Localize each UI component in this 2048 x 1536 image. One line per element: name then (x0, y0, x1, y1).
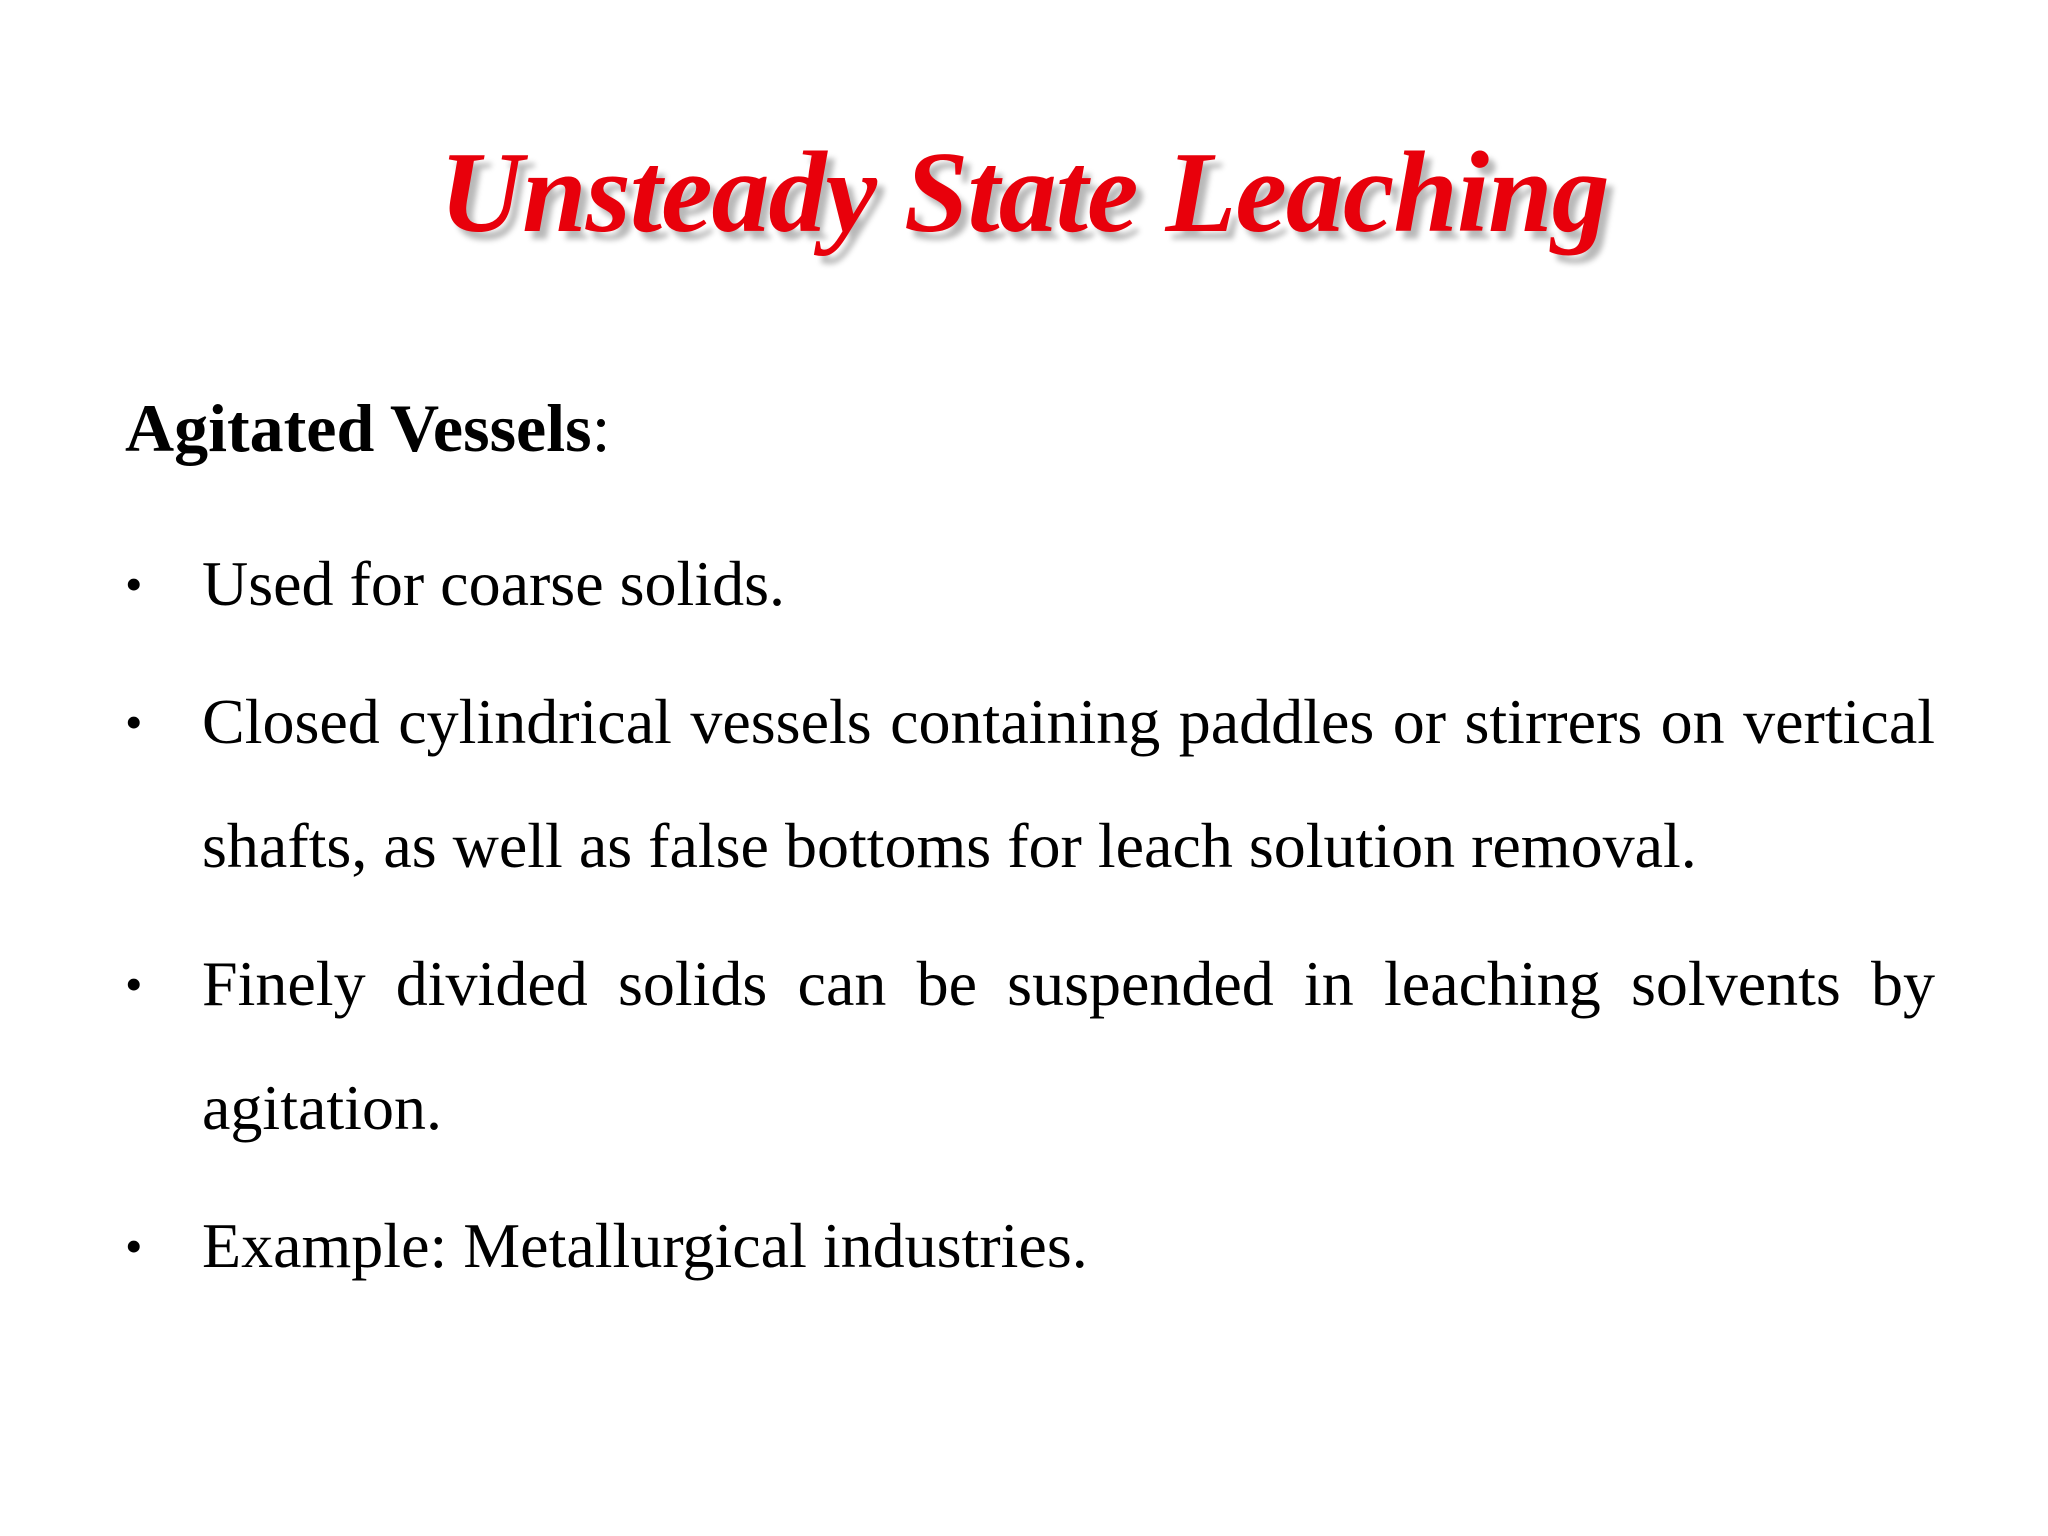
bullet-item-4 (125, 1184, 1935, 1308)
bullet-text: Closed cylindrical vessels containing paddles or stirrers on vertical shafts, as well as false bottoms for leach solution removal. (202, 686, 1935, 881)
bullet-item-3 (125, 922, 1935, 1170)
bullet-text: Used for coarse solids. (202, 548, 785, 619)
bullet-text: Finely divided solids can be suspended in leaching solvents by agitation. (202, 948, 1935, 1143)
bullet-icon: • (125, 556, 143, 612)
bullet-icon: • (125, 1218, 143, 1274)
bullet-item-2 (125, 660, 1935, 908)
bullet-icon: • (125, 694, 143, 750)
section-heading-label: Agitated Vessels (125, 390, 592, 466)
section-heading (125, 383, 610, 473)
bullet-text: Example: Metallurgical industries. (202, 1210, 1088, 1281)
section-heading-colon: : (591, 390, 611, 466)
bullet-list (125, 522, 1935, 1322)
slide-title: Unsteady State Leaching (439, 129, 1609, 257)
bullet-item-1 (125, 522, 1935, 646)
bullet-icon: • (125, 956, 143, 1012)
